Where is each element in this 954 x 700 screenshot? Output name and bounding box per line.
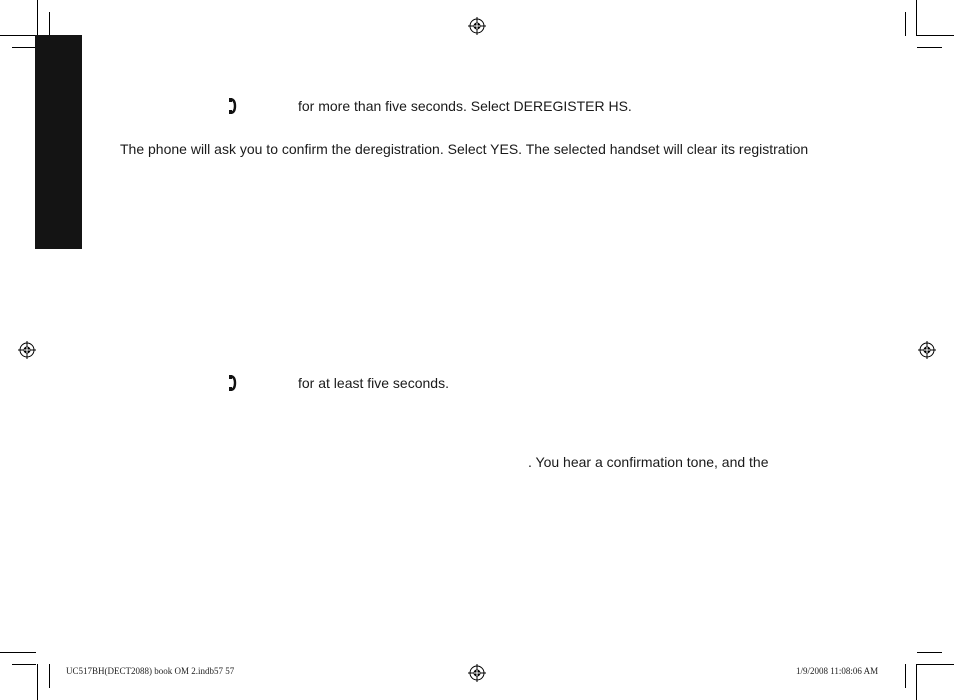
paragraph-line: The phone will ask you to confirm the deregistration. Select YES. The selected handset will clear its registration — [120, 141, 809, 157]
crop-mark — [12, 47, 36, 48]
crop-mark — [917, 35, 954, 36]
registration-target-icon — [18, 341, 36, 359]
registration-target-icon — [468, 664, 486, 682]
crop-mark — [917, 47, 942, 48]
registration-target-icon — [468, 17, 486, 35]
footer-file-slug: UC517BH(DECT2088) book OM 2.indb57 57 — [66, 666, 235, 676]
footer-date-stamp: 1/9/2008 11:08:06 AM — [796, 666, 879, 676]
crop-mark — [916, 664, 917, 700]
crop-mark — [0, 652, 36, 653]
phone-handset-icon — [229, 98, 237, 114]
paragraph-line: . You hear a confirmation tone, and the — [528, 454, 769, 470]
crop-mark — [49, 664, 50, 688]
crop-mark — [49, 12, 50, 36]
paragraph-line: for more than five seconds. Select DEREGISTER HS. — [298, 98, 632, 114]
crop-mark — [917, 652, 942, 653]
crop-mark — [37, 664, 38, 700]
crop-mark — [12, 664, 36, 665]
crop-mark — [905, 664, 906, 688]
crop-mark — [916, 0, 917, 36]
paragraph-line: for at least five seconds. — [298, 375, 449, 391]
crop-mark — [0, 35, 36, 36]
chapter-tab — [35, 35, 82, 249]
phone-handset-icon — [229, 375, 237, 391]
registration-target-icon — [918, 341, 936, 359]
crop-mark — [37, 0, 38, 36]
crop-mark — [917, 664, 954, 665]
crop-mark — [905, 12, 906, 36]
